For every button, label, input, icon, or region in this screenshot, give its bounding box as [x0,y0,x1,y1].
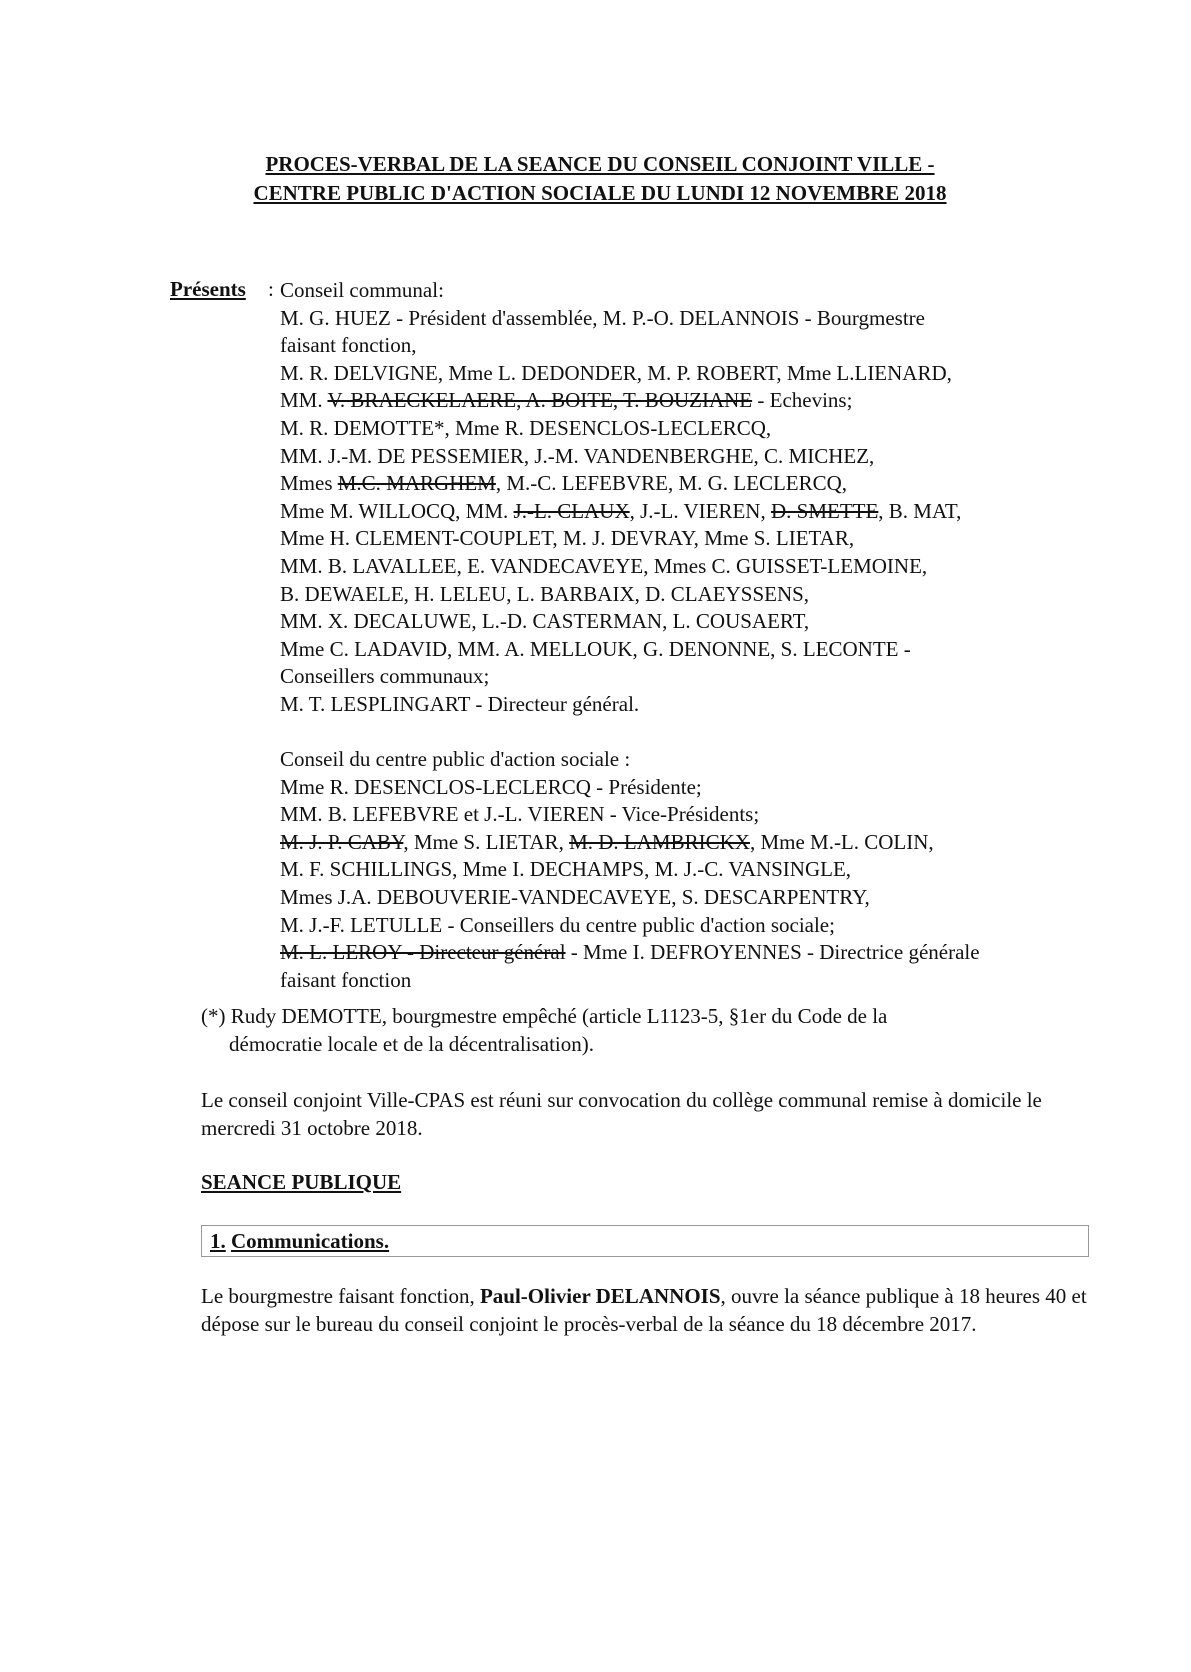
attendee-line [280,829,1100,857]
attendee-line [280,939,1100,967]
attendee-line [280,856,1100,884]
attendee-line [280,525,1100,553]
attendee-line [280,443,1100,471]
attendee-text: M. T. LESPLINGART - Directeur général. [280,691,640,716]
absence-note-line-1: (*) Rudy DEMOTTE, bourgmestre empêché (article L1123-5, §1er du Code de la [201,1004,888,1028]
attendee-line [280,774,1100,802]
attendee-text: MM. X. DECALUWE, L.-D. CASTERMAN, L. COUSAERT, [280,609,810,634]
attendee-line [280,801,1100,829]
opening-text-before: Le bourgmestre faisant fonction, [201,1284,480,1308]
attendee-text: Mme R. DESENCLOS-LECLERCQ - Présidente; [280,774,702,799]
title-line-2: CENTRE PUBLIC D'ACTION SOCIALE DU LUNDI 12 NOVEMBRE 2018 [253,181,947,205]
attendee-text: Mme H. CLEMENT-COUPLET, M. J. DEVRAY, Mme S. LIETAR, [280,526,855,551]
attendee-line [280,277,1100,305]
attendee-text: , B. MAT, [878,498,962,523]
attendee-line [280,636,1100,664]
attendee-text: , M.-C. LEFEBVRE, M. G. LECLERCQ, [495,471,848,496]
attendee-text: Conseil du centre public d'action sociale : [280,747,631,772]
attendee-text: , J.-L. VIEREN, [629,498,771,523]
attendee-line [280,581,1100,609]
struck-name: V. BRAECKELAERE, A. BOITE, T. BOUZIANE [327,388,753,413]
struck-name: J.-L. CLAUX [513,498,630,523]
mayor-name: Paul-Olivier DELANNOIS [479,1284,721,1308]
attendee-text: M. F. SCHILLINGS, Mme I. DECHAMPS, M. J.-C. VANSINGLE, [280,857,852,882]
attendees-list [280,277,1100,994]
struck-name: M. J. P. CABY [280,829,404,854]
attendee-text: - Echevins; [752,388,853,413]
attendee-line [280,719,1100,747]
attendee-text: , Mme M.-L. COLIN, [749,829,934,854]
attendee-line [280,746,1100,774]
attendee-line [280,470,1100,498]
attendee-text: MM. B. LAVALLEE, E. VANDECAVEYE, Mmes C. GUISSET-LEMOINE, [280,553,928,578]
attendee-text: Mme C. LADAVID, MM. A. MELLOUK, G. DENONNE, S. LECONTE - [280,636,911,661]
attendee-text: , Mme S. LIETAR, [403,829,570,854]
attendee-line [280,884,1100,912]
attendee-text: Conseil communal: [280,278,444,302]
attendee-text: Mmes [280,471,338,496]
attendee-text: MM. B. LEFEBVRE et J.-L. VIEREN - Vice-Présidents; [280,802,760,827]
page-title [150,150,1050,208]
presents-colon: : [268,277,274,301]
attendee-text: MM. [280,388,328,413]
struck-name: D. SMETTE [770,498,879,523]
absence-note [201,1002,1101,1058]
attendee-line [280,553,1100,581]
attendee-line [280,332,1100,360]
attendee-text: M. J.-F. LETULLE - Conseillers du centre public d'action sociale; [280,912,835,937]
attendee-text: MM. J.-M. DE PESSEMIER, J.-M. VANDENBERGHE, C. MICHEZ, [280,443,875,468]
attendee-line [280,691,1100,719]
attendee-text: faisant fonction [280,967,412,992]
attendee-line [280,608,1100,636]
attendee-line [280,912,1100,940]
attendee-line [280,305,1100,333]
absence-note-line-2: démocratie locale et de la décentralisation). [229,1032,594,1056]
attendee-text: Mmes J.A. DEBOUVERIE-VANDECAVEYE, S. DESCARPENTRY, [280,885,870,910]
attendee-text: B. DEWAELE, H. LELEU, L. BARBAIX, D. CLAEYSSENS, [280,581,810,606]
struck-name: M. L. LEROY - Directeur général [280,940,566,965]
attendee-text: - Mme I. DEFROYENNES - Directrice générale [565,940,980,965]
attendee-text: M. G. HUEZ - Président d'assemblée, M. P.-O. DELANNOIS - Bourgmestre [280,305,925,330]
opening-text-after: , ouvre la séance publique à 18 heures 40 et dépose sur le bureau du conseil conjoint le procès-verbal de la séance du 18 décembre 2017. [201,1284,1087,1336]
convocation-paragraph: Le conseil conjoint Ville-CPAS est réuni sur convocation du collège communal remise à domicile le mercredi 31 octobre 2018. [201,1088,1042,1140]
agenda-item-number: 1. [210,1229,226,1253]
attendee-text: Mme M. WILLOCQ, MM. [280,498,514,523]
presents-label: Présents [170,277,246,301]
attendee-line [280,663,1100,691]
opening-paragraph [201,1282,1101,1338]
attendee-text: faisant fonction, [280,333,417,358]
agenda-item-heading [201,1225,1089,1257]
attendee-line [280,967,1100,995]
attendee-line [280,498,1100,526]
attendee-text: M. R. DEMOTTE*, Mme R. DESENCLOS-LECLERCQ, [280,415,772,440]
attendee-line [280,415,1100,443]
struck-name: M. D. LAMBRICKX [569,829,750,854]
attendee-text: M. R. DELVIGNE, Mme L. DEDONDER, M. P. ROBERT, Mme L.LIENARD, [280,360,952,385]
attendee-text: Conseillers communaux; [280,664,490,689]
agenda-item-label: Communications. [231,1229,390,1253]
title-line-1: PROCES-VERBAL DE LA SEANCE DU CONSEIL CONJOINT VILLE - [265,152,935,176]
attendee-line [280,360,1100,388]
struck-name: M.C. MARGHEM [337,471,496,496]
attendee-line [280,387,1100,415]
section-title: SEANCE PUBLIQUE [201,1170,402,1194]
